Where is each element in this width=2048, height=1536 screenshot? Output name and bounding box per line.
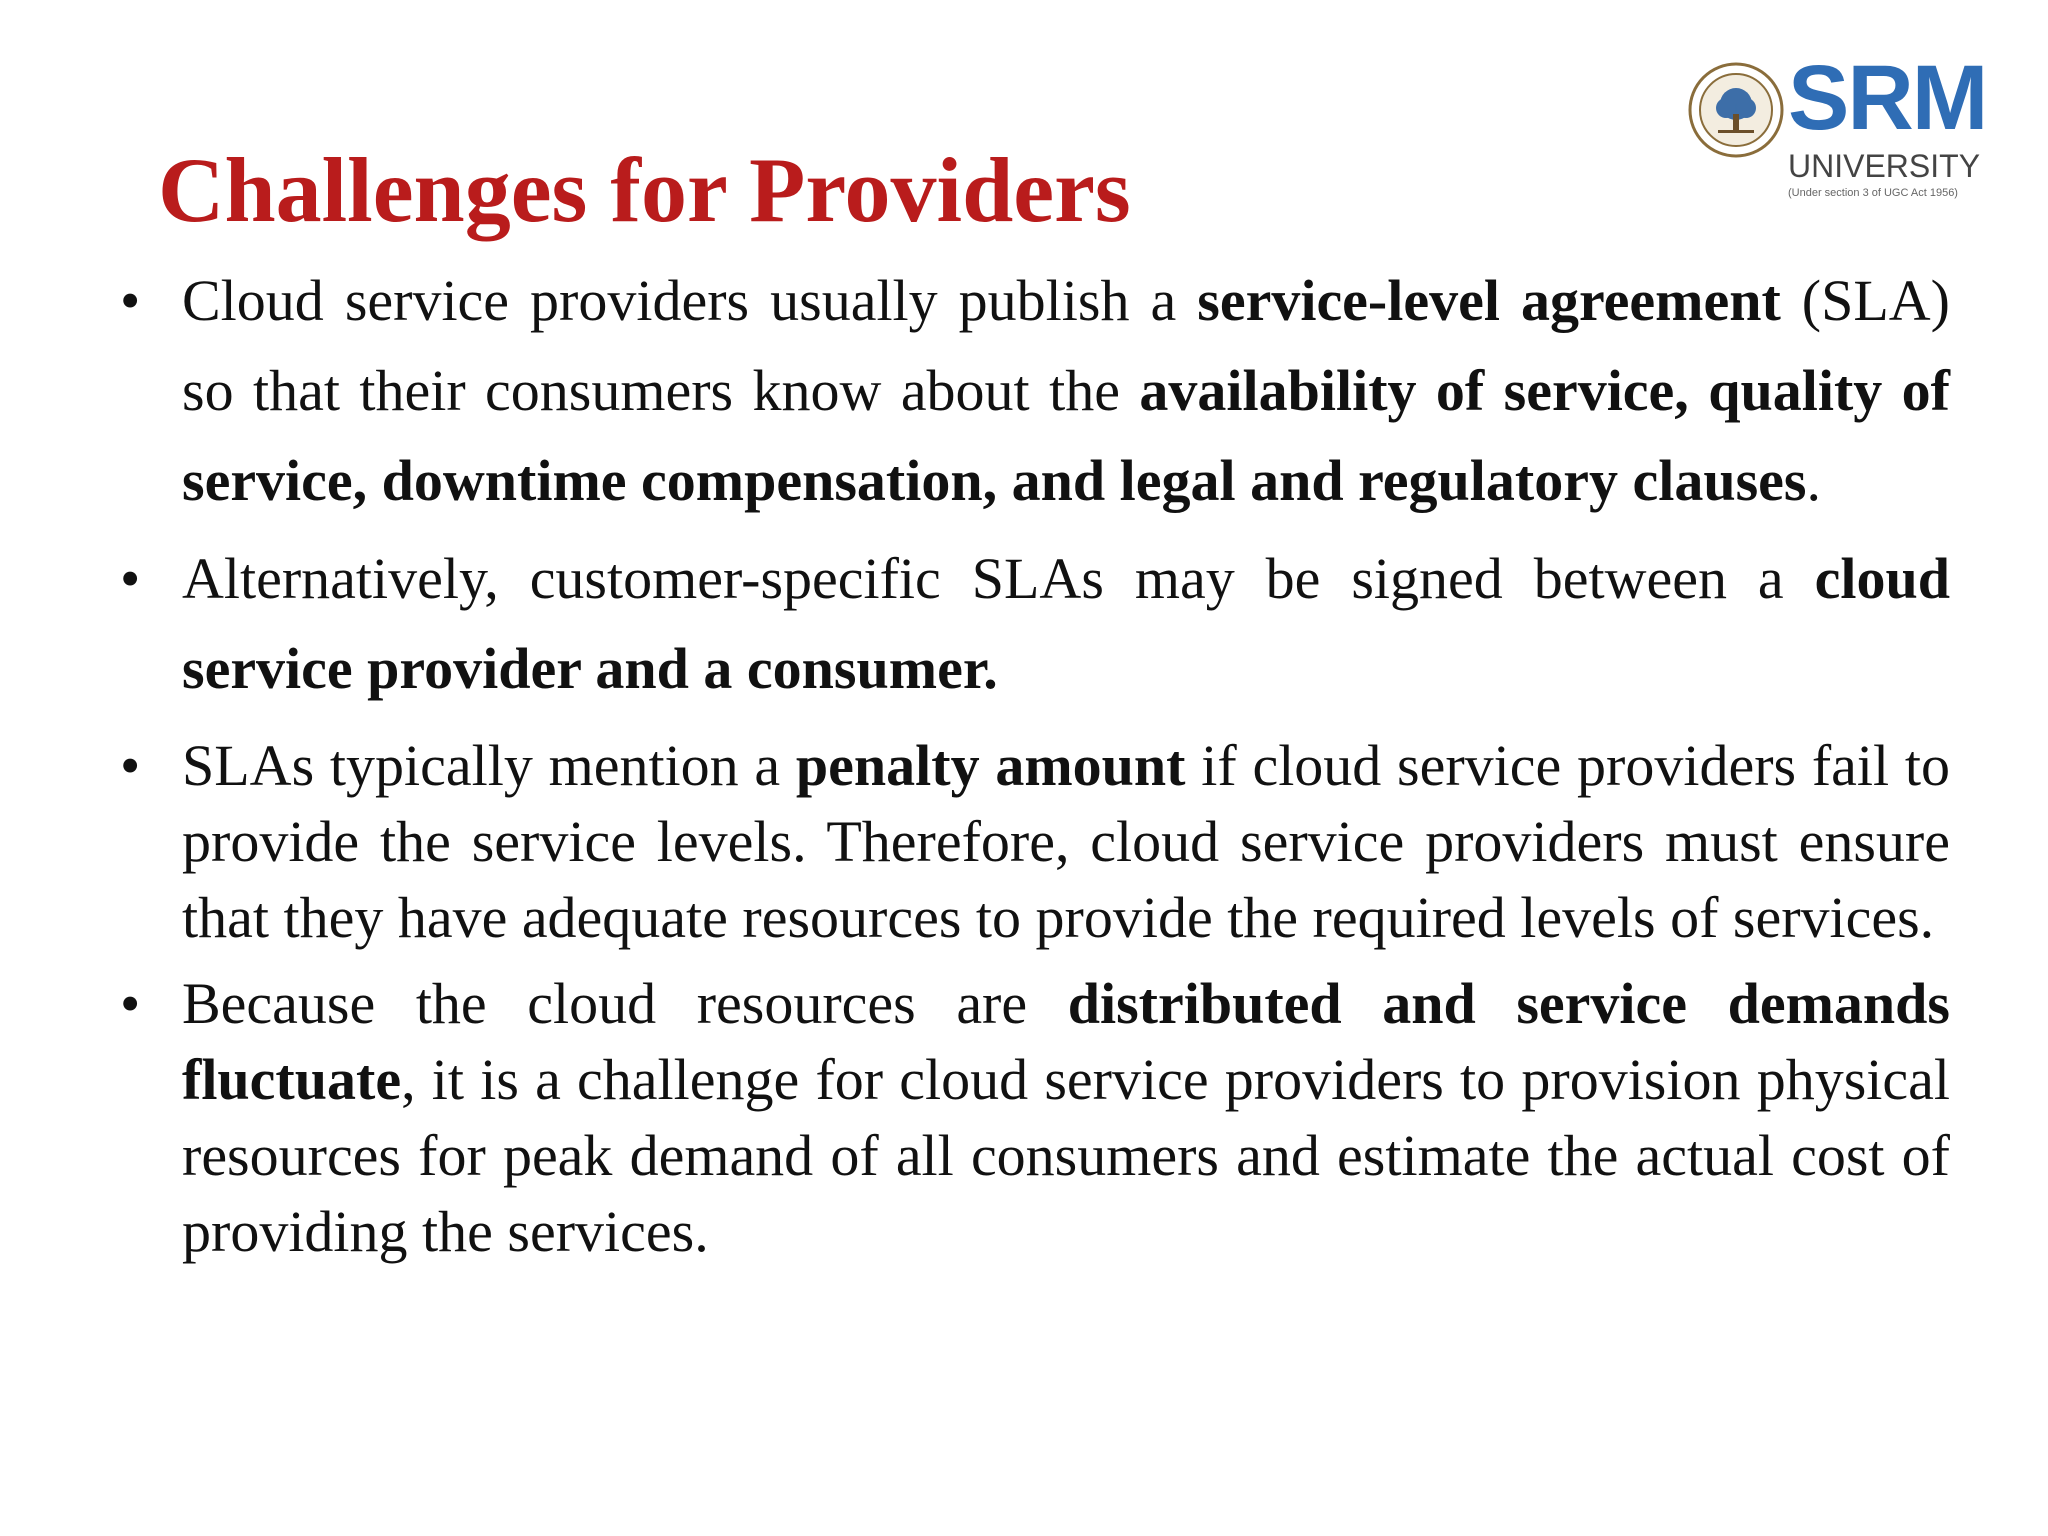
logo-wordmark: SRM xyxy=(1788,47,1987,149)
bullet-marker: • xyxy=(120,971,141,1036)
bullet-text-run: . xyxy=(1806,448,1821,513)
slide-title: Challenges for Providers xyxy=(158,139,1131,241)
bullet-item xyxy=(120,256,1950,526)
srm-university-logo xyxy=(1688,47,1988,208)
bullet-text-bold: availability of service, quality of service, downtime compensation, and legal and regulatory clauses xyxy=(182,358,1950,513)
bullet-text xyxy=(182,268,1950,513)
bullet-list xyxy=(120,256,1950,1270)
bullet-marker: • xyxy=(120,546,141,611)
bullet-text-bold: cloud service provider and a consumer. xyxy=(182,546,1950,701)
bullet-item xyxy=(120,534,1950,714)
university-seal-icon xyxy=(1688,62,1784,158)
logo-note: (Under section 3 of UGC Act 1956) xyxy=(1788,187,1958,199)
bullet-text-run: (SLA) so that their consumers know about the xyxy=(182,268,1950,423)
bullet-text-run: Because the cloud resources are xyxy=(182,971,1068,1036)
bullet-text-run: if cloud service providers fail to provide the service levels. Therefore, cloud service providers must ensure that they have adequate resources to provide the required levels of services. xyxy=(182,733,1950,950)
bullet-text xyxy=(182,733,1950,950)
bullet-text-run: Alternatively, customer-specific SLAs may be signed between a xyxy=(182,546,1815,611)
bullet-text-bold: distributed and service demands fluctuate xyxy=(182,971,1951,1112)
bullet-text-run: SLAs typically mention a xyxy=(182,733,796,798)
bullet-marker: • xyxy=(120,733,141,798)
logo-subtitle: UNIVERSITY xyxy=(1788,148,1981,184)
bullet-text-run: , it is a challenge for cloud service providers to provision physical resources for peak demand of all consumers and estimate the actual cost of providing the services. xyxy=(182,1047,1950,1264)
bullet-text-bold: penalty amount xyxy=(795,733,1186,798)
bullet-text xyxy=(182,546,1950,701)
bullet-text-run: Cloud service providers usually publish a xyxy=(182,268,1198,333)
bullet-marker: • xyxy=(120,268,141,333)
bullet-text-bold: service-level agreement xyxy=(1197,268,1781,333)
bullet-item xyxy=(120,728,1950,956)
bullet-item xyxy=(120,966,1950,1270)
bullet-text xyxy=(182,971,1950,1264)
